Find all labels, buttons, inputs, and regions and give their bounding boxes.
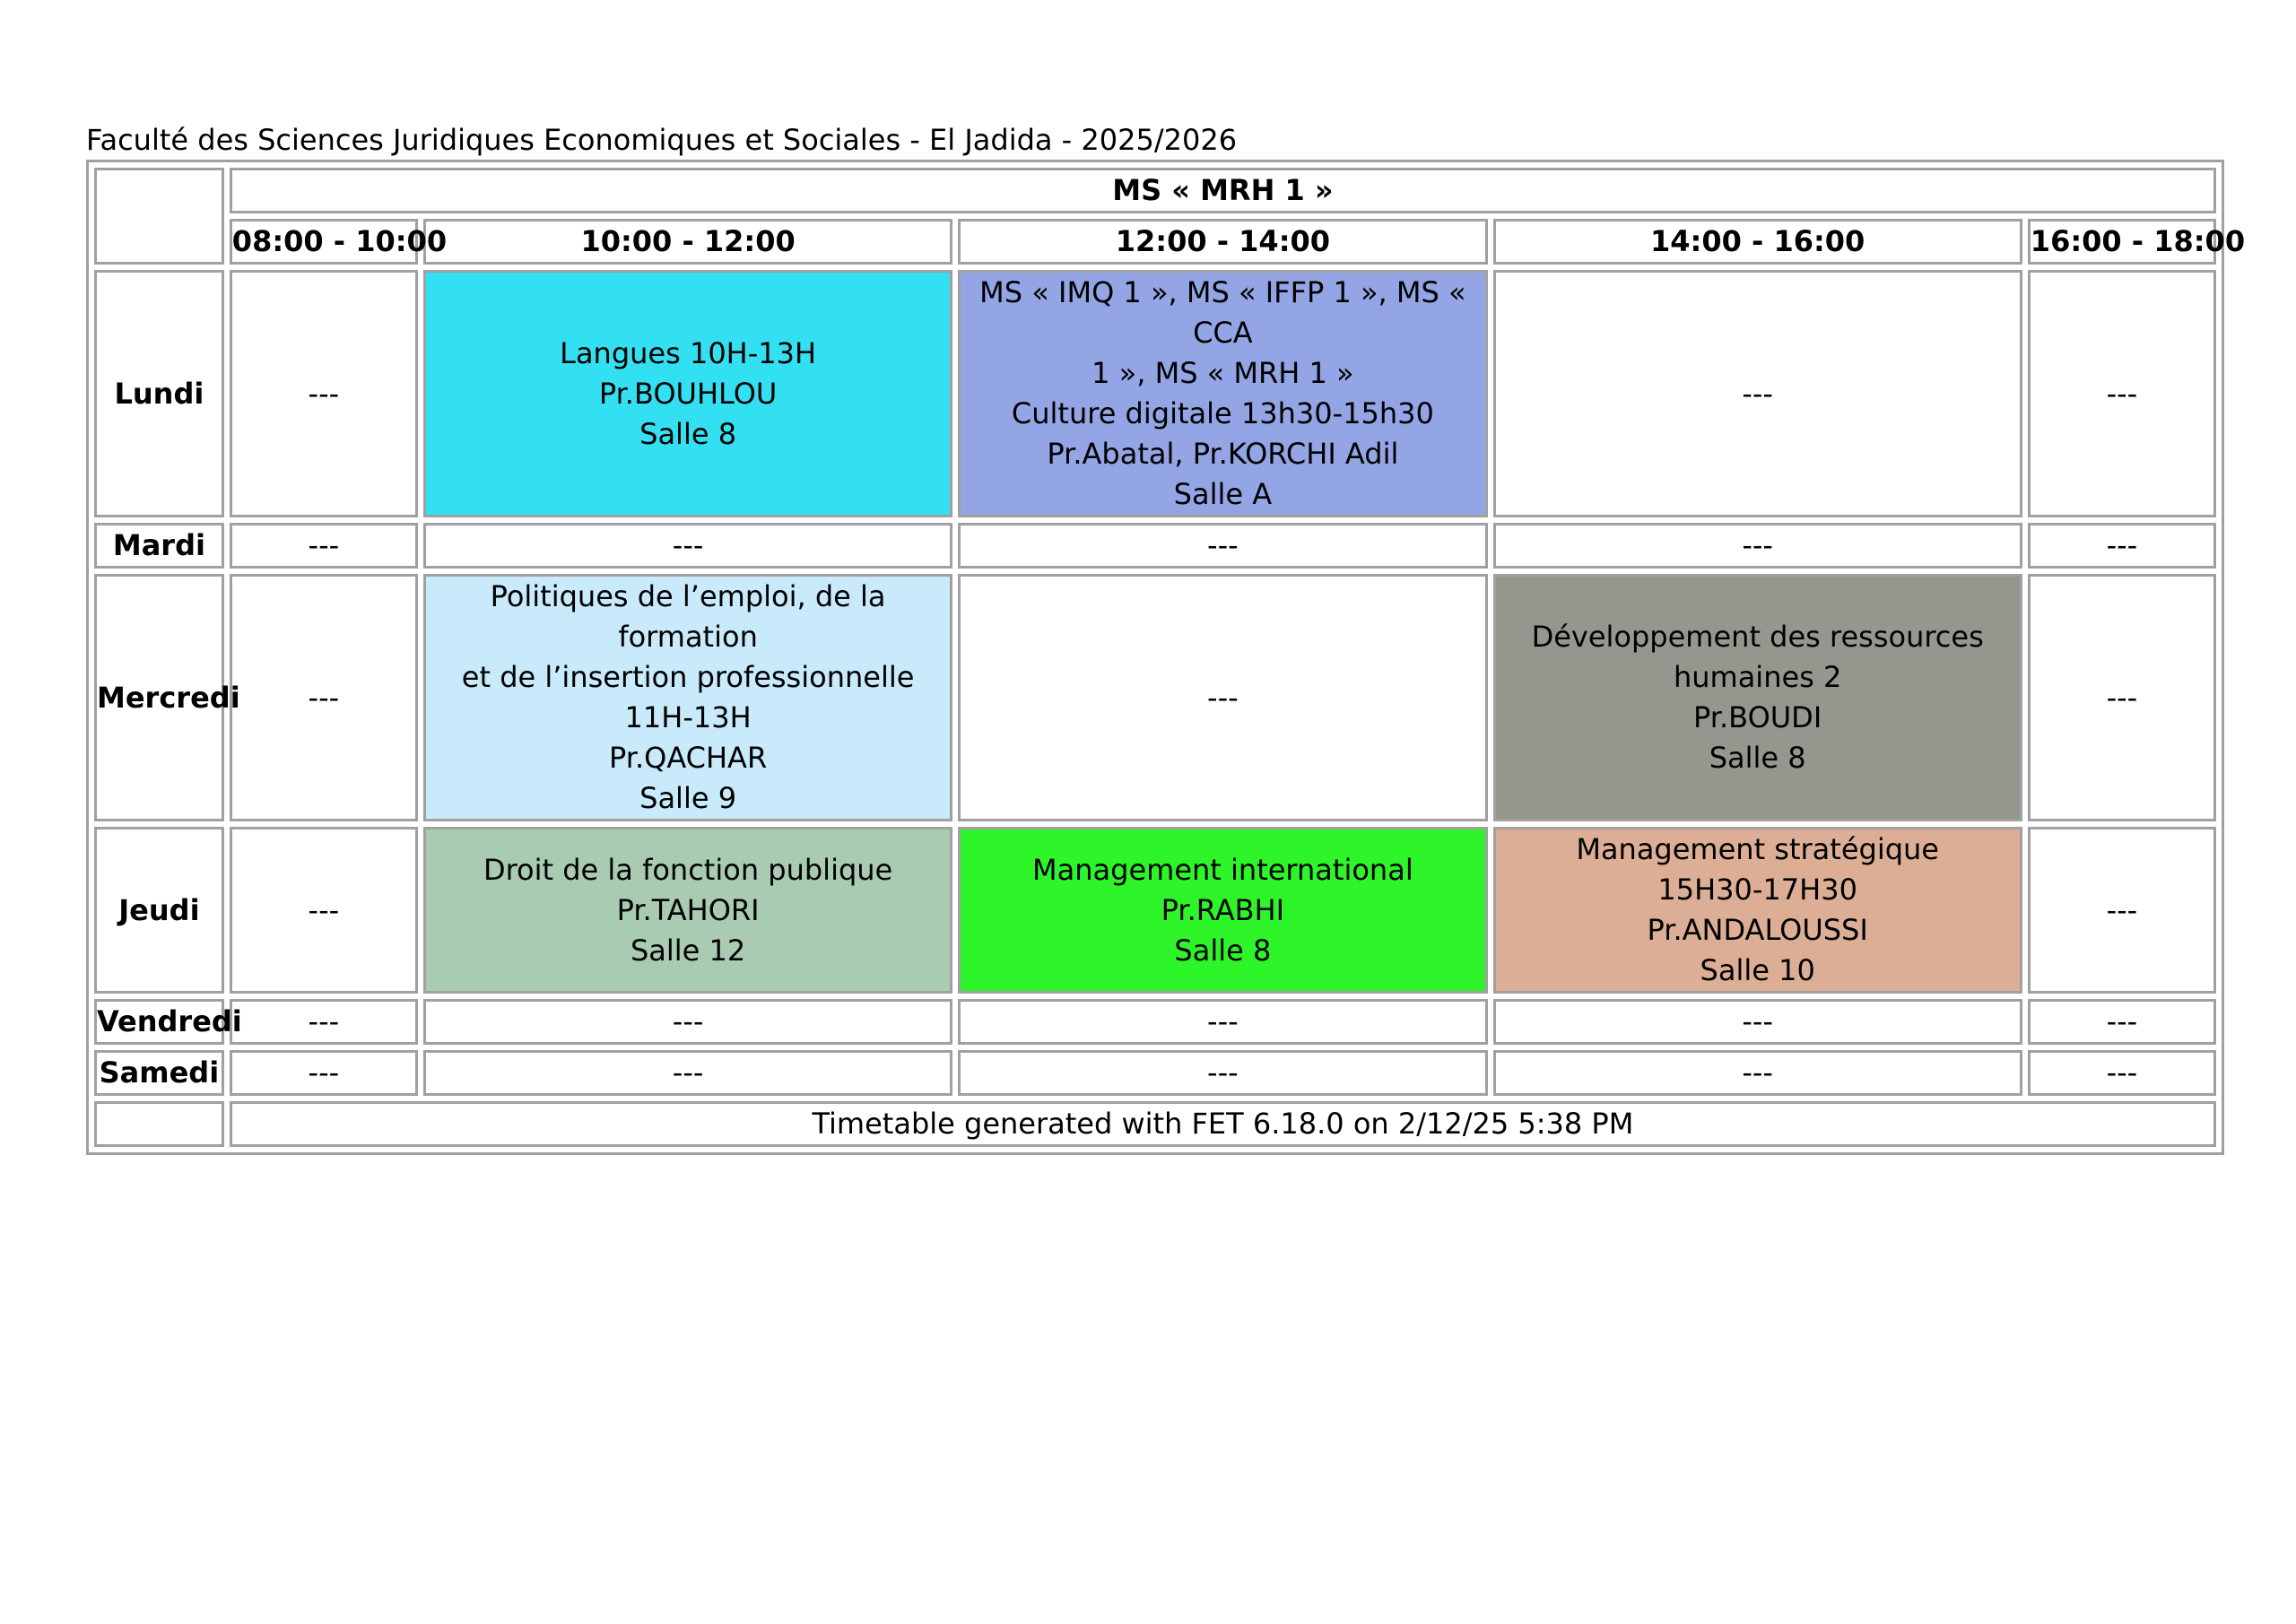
empty-slot: --- [230,574,418,821]
course-langues [423,270,952,517]
generator-note: Timetable generated with FET 6.18.0 on 2/12/25 5:38 PM [230,1101,2216,1147]
day-row-samedi [94,1050,2216,1096]
empty-slot: --- [230,827,418,994]
course-title-cont: et de l’insertion professionnelle [461,660,915,694]
course-room: Salle 8 [639,416,737,451]
course-time: 15H30-17H30 [1657,873,1857,907]
day-row-mercredi [94,574,2216,821]
time-slot-header: 14:00 - 16:00 [1493,219,2022,265]
time-slot-header: 08:00 - 10:00 [230,219,418,265]
corner-cell [94,168,224,265]
footer-row [94,1101,2216,1147]
day-label: Jeudi [94,827,224,994]
footer-corner-cell [94,1101,224,1147]
course-teacher: Pr.TAHORI [616,892,760,927]
course-room: Salle 8 [1709,741,1806,775]
course-teacher: Pr.Abatal, Pr.KORCHI Adil [1047,437,1399,471]
empty-slot: --- [230,1050,418,1096]
empty-slot: --- [423,523,952,569]
day-label: Mardi [94,523,224,569]
day-row-jeudi [94,827,2216,994]
course-teacher: Pr.BOUHLOU [598,376,778,411]
course-title-cont: humaines 2 [1673,660,1842,694]
course-teacher: Pr.RABHI [1161,892,1285,927]
course-title: Management international [1032,852,1413,887]
course-management-international [958,827,1487,994]
course-teacher: Pr.QACHAR [609,741,768,775]
course-teacher: Pr.ANDALOUSSI [1647,913,1868,947]
time-slots-row [94,219,2216,265]
group-title: MS « MRH 1 » [230,168,2216,213]
course-title: Droit de la fonction publique [483,852,893,887]
timetable [86,160,2246,1155]
course-title: Culture digitale 13h30-15h30 [1011,396,1434,430]
course-developpement-rh [1493,574,2022,821]
course-room: Salle A [1173,477,1273,511]
empty-slot: --- [230,270,418,517]
course-teacher: Pr.BOUDI [1693,700,1822,734]
course-time: 11H-13H [624,700,752,734]
empty-slot: --- [1493,999,2022,1045]
day-row-vendredi [94,999,2216,1045]
course-room: Salle 10 [1700,953,1815,987]
empty-slot: --- [423,999,952,1045]
course-room: Salle 12 [630,933,746,968]
empty-slot: --- [1493,270,2022,517]
empty-slot: --- [1493,523,2022,569]
empty-slot: --- [958,1050,1487,1096]
course-culture-digitale [958,270,1487,517]
course-management-strategique [1493,827,2022,994]
course-droit-fonction-publique [423,827,952,994]
course-room: Salle 8 [1174,933,1272,968]
empty-slot: --- [2028,270,2216,517]
course-title: Développement des ressources [1531,620,1984,654]
day-label: Mercredi [94,574,224,821]
empty-slot: --- [2028,999,2216,1045]
empty-slot: --- [2028,574,2216,821]
course-title: Politiques de l’emploi, de la formation [490,579,886,654]
time-slot-header: 16:00 - 18:00 [2028,219,2216,265]
empty-slot: --- [1493,1050,2022,1096]
empty-slot: --- [230,999,418,1045]
time-slot-header: 10:00 - 12:00 [423,219,952,265]
course-title: Management stratégique [1576,832,1939,866]
empty-slot: --- [230,523,418,569]
course-groups: MS « IMQ 1 », MS « IFFP 1 », MS « CCA [979,275,1466,350]
empty-slot: --- [2028,1050,2216,1096]
course-room: Salle 9 [639,781,737,815]
empty-slot: --- [2028,523,2216,569]
document-caption: Faculté des Sciences Juridiques Economiques et Sociales - El Jadida - 2025/2026 [86,123,1238,157]
timetable-title-row [94,168,2216,213]
empty-slot: --- [423,1050,952,1096]
time-slot-header: 12:00 - 14:00 [958,219,1487,265]
day-row-lundi [94,270,2216,517]
day-row-mardi [94,523,2216,569]
day-label: Vendredi [94,999,224,1045]
empty-slot: --- [958,999,1487,1045]
course-politiques-emploi [423,574,952,821]
course-title: Langues 10H-13H [560,335,817,370]
empty-slot: --- [2028,827,2216,994]
course-groups-cont: 1 », MS « MRH 1 » [1091,356,1354,390]
day-label: Samedi [94,1050,224,1096]
empty-slot: --- [958,523,1487,569]
day-label: Lundi [94,270,224,517]
empty-slot: --- [958,574,1487,821]
